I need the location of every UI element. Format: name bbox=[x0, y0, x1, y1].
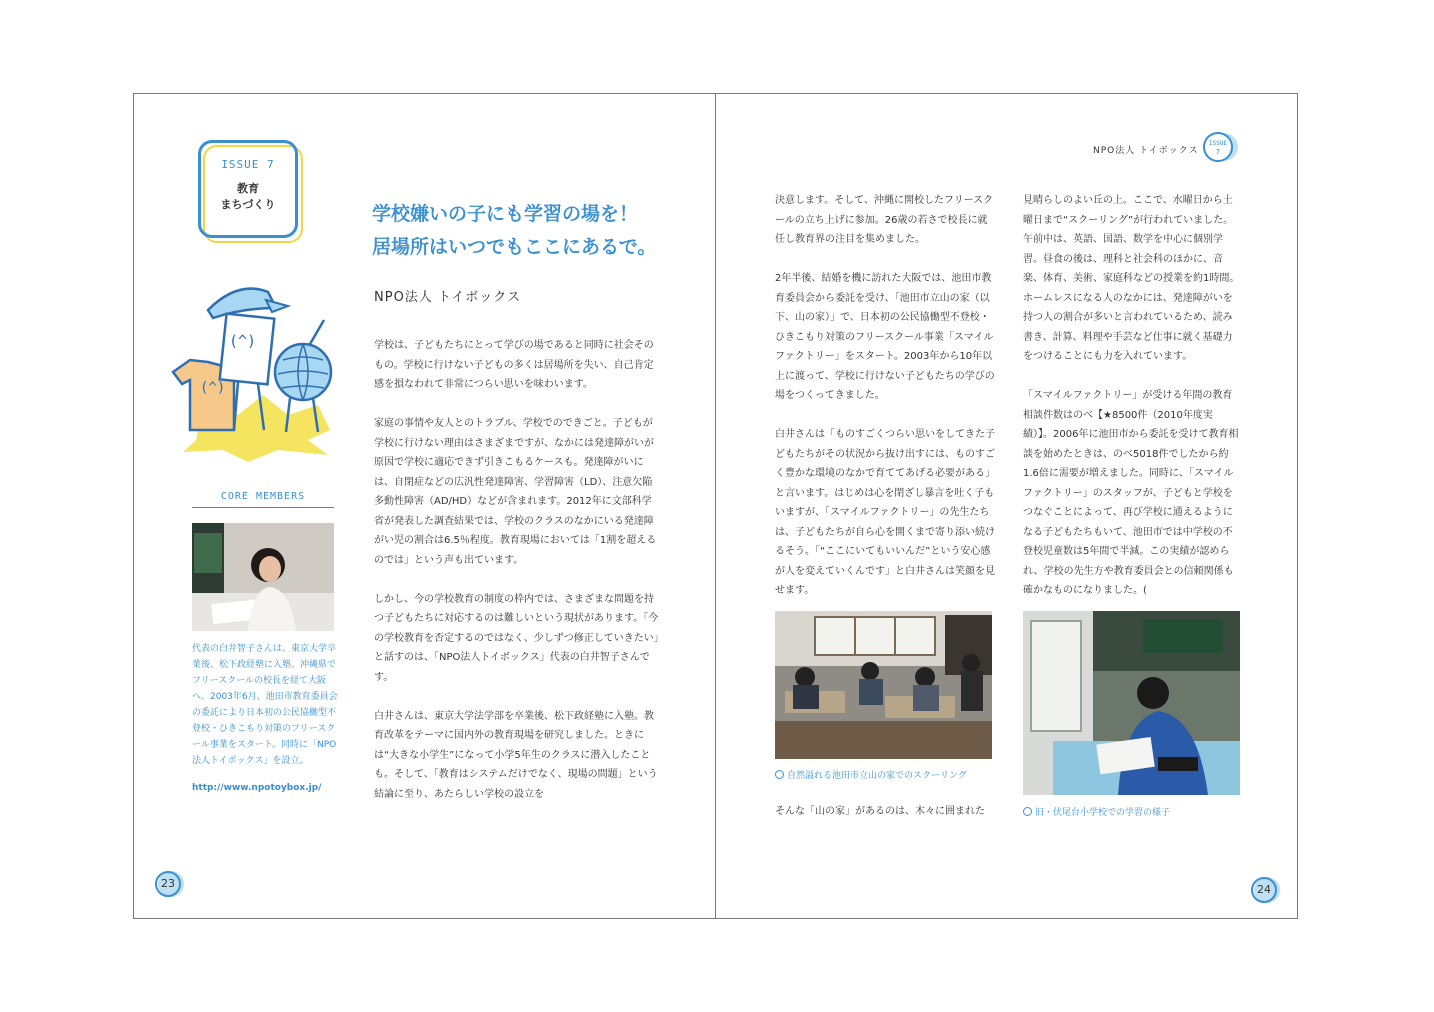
badge-number: 7 bbox=[1215, 148, 1221, 156]
core-members-label: CORE MEMBERS bbox=[220, 491, 306, 502]
body-column-2 bbox=[775, 191, 995, 620]
portrait-photo bbox=[192, 523, 334, 631]
website-link[interactable]: http://www.npotoybox.jp/ bbox=[192, 783, 322, 793]
body-paragraph: 白井さんは「ものすごくつらい思いをしてきた子どもたちがその状況から抜け出すには、ものすごく豊かな環境のなかで育ててあげる必要がある」と言います。はじめは心を閉ざし暴言を吐く子もいますが、「スマイルファクトリー」の先生たちは、子どもたちが自ら心を開くまで寄り添い続けるそう。「“ここにいてもいいんだ”という安心感が人を変えていくんです」と白井さんは笑顔を見せます。 bbox=[775, 429, 995, 596]
body-paragraph: 「スマイルファクトリー」が受ける年間の教育相談件数はのべ【★8500件（2010年度実績）】。2006年に池田市から委託を受けて教育相談を始めたときは、のべ5018件でしたから約1.6倍に需要が増えました。同時に、「スマイルファクトリー」のスタッフが、子どもと学校をつなぐことによって、再び学校に通えるようになる子どもたちもいて、池田市では中学校の不登校児童数は5年間で半減。この実績が認められ、学校の先生方や教育委員会との信頼関係も確かなものになりました。( bbox=[1023, 390, 1239, 596]
org-name: NPO法人 トイボックス bbox=[374, 290, 522, 305]
svg-text:(^): (^) bbox=[229, 332, 257, 350]
issue-label: ISSUE 7 bbox=[221, 158, 275, 171]
body-paragraph: 学校は、子どもたちにとって学びの場であると同時に社会そのもの。学校に行けない子どもの多くは居場所を失い、自己肯定感を損なわれて非常につらい思いを味わいます。 bbox=[374, 340, 654, 390]
photo2-caption: 旧・伏尾台小学校での学習の様子 bbox=[1023, 805, 1170, 818]
body-paragraph: 決意します。そして、沖縄に開校したフリースクールの立ち上げに参加。26歳の若さで校長に就任し教育界の注目を集めました。 bbox=[775, 195, 994, 245]
page-number-right: 24 bbox=[1251, 877, 1277, 903]
issue-box bbox=[198, 140, 298, 238]
photo1-caption: 自然溢れる池田市立山の家でのスクーリング bbox=[775, 768, 967, 781]
category-line1: 教育 bbox=[237, 182, 259, 195]
body-paragraph: 2年半後、結婚を機に訪れた大阪では、池田市教育委員会から委託を受け、「池田市立山の家（以下、山の家）」で、日本初の公民協働型不登校・ひきこもり対策のフリースクール事業「スマイルファクトリー」をスタート。2003年から10年以上に渡って、学校に行けない子どもたちの学びの場をつくってきました。 bbox=[775, 273, 995, 401]
page-number-left: 23 bbox=[155, 871, 181, 897]
issue-badge-icon bbox=[1202, 131, 1242, 163]
body-paragraph: 家庭の事情や友人とのトラブル、学校でのできごと。子どもが学校に行けない理由はさまざまですが、なかには発達障がいが原因で学校に適応できず引きこもるケースも。発達障がいには、自閉症などの広汎性発達障害、学習障害（LD）、注意欠陥多動性障害（AD/HD）などが含まれます。2012年に文部科学省が発表した調査結果では、学校のクラスのなかにいる発達障がい児の割合は6.5％程度。教育現場においては「1割を超えるのでは」という声も出ています。 bbox=[374, 418, 657, 566]
page-fold bbox=[715, 93, 716, 919]
category-line2: まちづくり bbox=[220, 198, 276, 211]
core-members-rule bbox=[192, 507, 334, 508]
badge-label: ISSUE bbox=[1208, 140, 1228, 147]
classroom-photo-2 bbox=[1023, 611, 1240, 795]
body-paragraph: 見晴らしのよい丘の上。ここで、水曜日から土曜日まで“スクーリング”が行われていました。午前中は、英語、国語、数学を中心に個別学習。昼食の後は、理科と社会科のほかに、音楽、体育、美術、家庭科などの授業を約1時間。ホームレスになる人のなかには、発達障がいを持つ人の割合が多いと言われているため、読み書き、計算、料理や手芸など仕事に就く基礎力をつけることにも力を入れています。 bbox=[1023, 195, 1240, 362]
classroom-photo-1 bbox=[775, 611, 992, 759]
camera-circle-icon bbox=[775, 770, 784, 779]
running-head: NPO法人 トイボックス bbox=[1093, 146, 1199, 156]
svg-text:(^): (^) bbox=[200, 380, 226, 396]
mascot-illustration bbox=[168, 280, 338, 466]
body-column-2-continued: そんな「山の家」があるのは、木々に囲まれた bbox=[775, 806, 985, 817]
body-column-3 bbox=[1023, 191, 1241, 620]
body-paragraph: 白井さんは、東京大学法学部を卒業後、松下政経塾に入塾。教育改革をテーマに国内外の教育現場を研究しました。ときには“大きな小学生”になって小学5年生のクラスに潜入したことも。そして、「教育はシステムだけでなく、現場の問題」という結論に至り、あたらしい学校の設立を bbox=[374, 710, 658, 800]
body-paragraph: しかし、今の学校教育の制度の枠内では、さまざまな問題を持つ子どもたちに対応するのは難しいという現状があります。「今の学校教育を否定するのではなく、少しずつ修正していきたい」と話すのは、「NPO法人トイボックス」代表の白井智子さんです。 bbox=[374, 593, 659, 683]
headline-line2: 居場所はいつでもここにあるで。 bbox=[372, 236, 657, 258]
headline bbox=[372, 198, 656, 264]
headline-line1: 学校嫌いの子にも学習の場を！ bbox=[372, 203, 639, 225]
body-column-1 bbox=[374, 336, 659, 824]
camera-circle-icon bbox=[1023, 807, 1032, 816]
member-caption: 代表の白井智子さんは、東京大学卒業後、松下政経塾に入塾。沖縄県でフリースクールの校長を経て大阪へ。2003年6月、池田市教育委員会の委託により日本初の公民協働型不登校・ひきこもり対策のフリースクール事業をスタート。同時に「NPO法人トイボックス」を設立。 bbox=[192, 644, 338, 766]
